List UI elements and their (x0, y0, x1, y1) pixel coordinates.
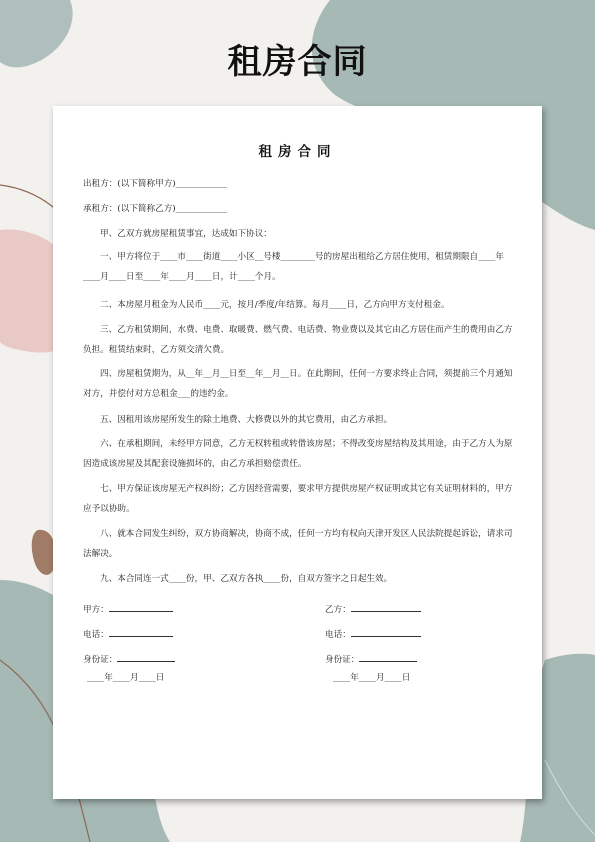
clause-6: 六、在承租期间，未经甲方同意，乙方无权转租或转借该房屋；不得改变房屋结构及其用途，由于乙方人为原因造成该房屋及其配套设施损坏的，由乙方承担赔偿责任。 (83, 439, 513, 469)
clause-7: 七、甲方保证该房屋无产权纠纷；乙方因经营需要，要求甲方提供房屋产权证明或其它有关证明材料的，甲方应予以协助。 (83, 484, 513, 514)
party-a-phone (83, 626, 173, 641)
id-a-label: 身份证： (83, 655, 118, 665)
clause-1: 一、甲方将位于____市____街道____小区__号楼________号的房屋出租给乙方居住使用，租赁期限自____年____月____日至____年____月____日，计____个月。 (83, 252, 504, 282)
phone-a-label: 电话： (83, 630, 109, 640)
phone-b-blank (351, 626, 421, 637)
party-a-label: 甲方： (83, 605, 109, 615)
party-b-signature (325, 601, 421, 616)
id-a-blank (117, 651, 175, 662)
lessee-line: 承租方：(以下简称乙方)____________ (83, 204, 228, 214)
clause-2: 二、本房屋月租金为人民币____元，按月/季度/年结算。每月____日，乙方向甲方支付租金。 (100, 300, 450, 310)
clause-8: 八、就本合同发生纠纷，双方协商解决，协商不成，任何一方均有权向天津开发区人民法院提起诉讼，请求司法解决。 (83, 529, 513, 559)
id-b-label: 身份证： (325, 655, 360, 665)
party-a-blank (109, 601, 173, 612)
clause-9: 九、本合同连一式____份，甲、乙双方各执____份，自双方签字之日起生效。 (100, 574, 393, 584)
party-b-label: 乙方： (325, 605, 351, 615)
clause-4: 四、房屋租赁期为，从__年__月__日至__年__月__日。在此期间，任何一方要求终止合同，须提前三个月通知对方，并偿付对方总租金___的违约金。 (83, 369, 513, 399)
party-b-id (325, 651, 417, 666)
phone-a-blank (109, 626, 173, 637)
clause-3: 三、乙方租赁期间，水费、电费、取暖费、燃气费、电话费、物业费以及其它由乙方居住而产生的费用由乙方负担。租赁结束时，乙方须交清欠费。 (83, 325, 513, 355)
party-b-phone (325, 626, 421, 641)
id-b-blank (359, 651, 417, 662)
document-title: 租房合同 (258, 144, 337, 160)
agreement-intro: 甲、乙双方就房屋租赁事宜，达成如下协议： (100, 229, 272, 239)
party-a-signature (83, 601, 173, 616)
phone-b-label: 电话： (325, 630, 351, 640)
lessor-line: 出租方：(以下简称甲方)____________ (83, 179, 228, 189)
party-b-blank (351, 601, 421, 612)
party-a-id (83, 651, 175, 666)
party-a-date: ____年____月____日 (87, 673, 165, 683)
banner-title: 租房合同 (227, 42, 368, 82)
clause-5: 五、因租用该房屋所发生的除土地费、大修费以外的其它费用，由乙方承担。 (100, 415, 393, 425)
contract-page (53, 106, 542, 799)
party-b-date: ____年____月____日 (333, 673, 411, 683)
